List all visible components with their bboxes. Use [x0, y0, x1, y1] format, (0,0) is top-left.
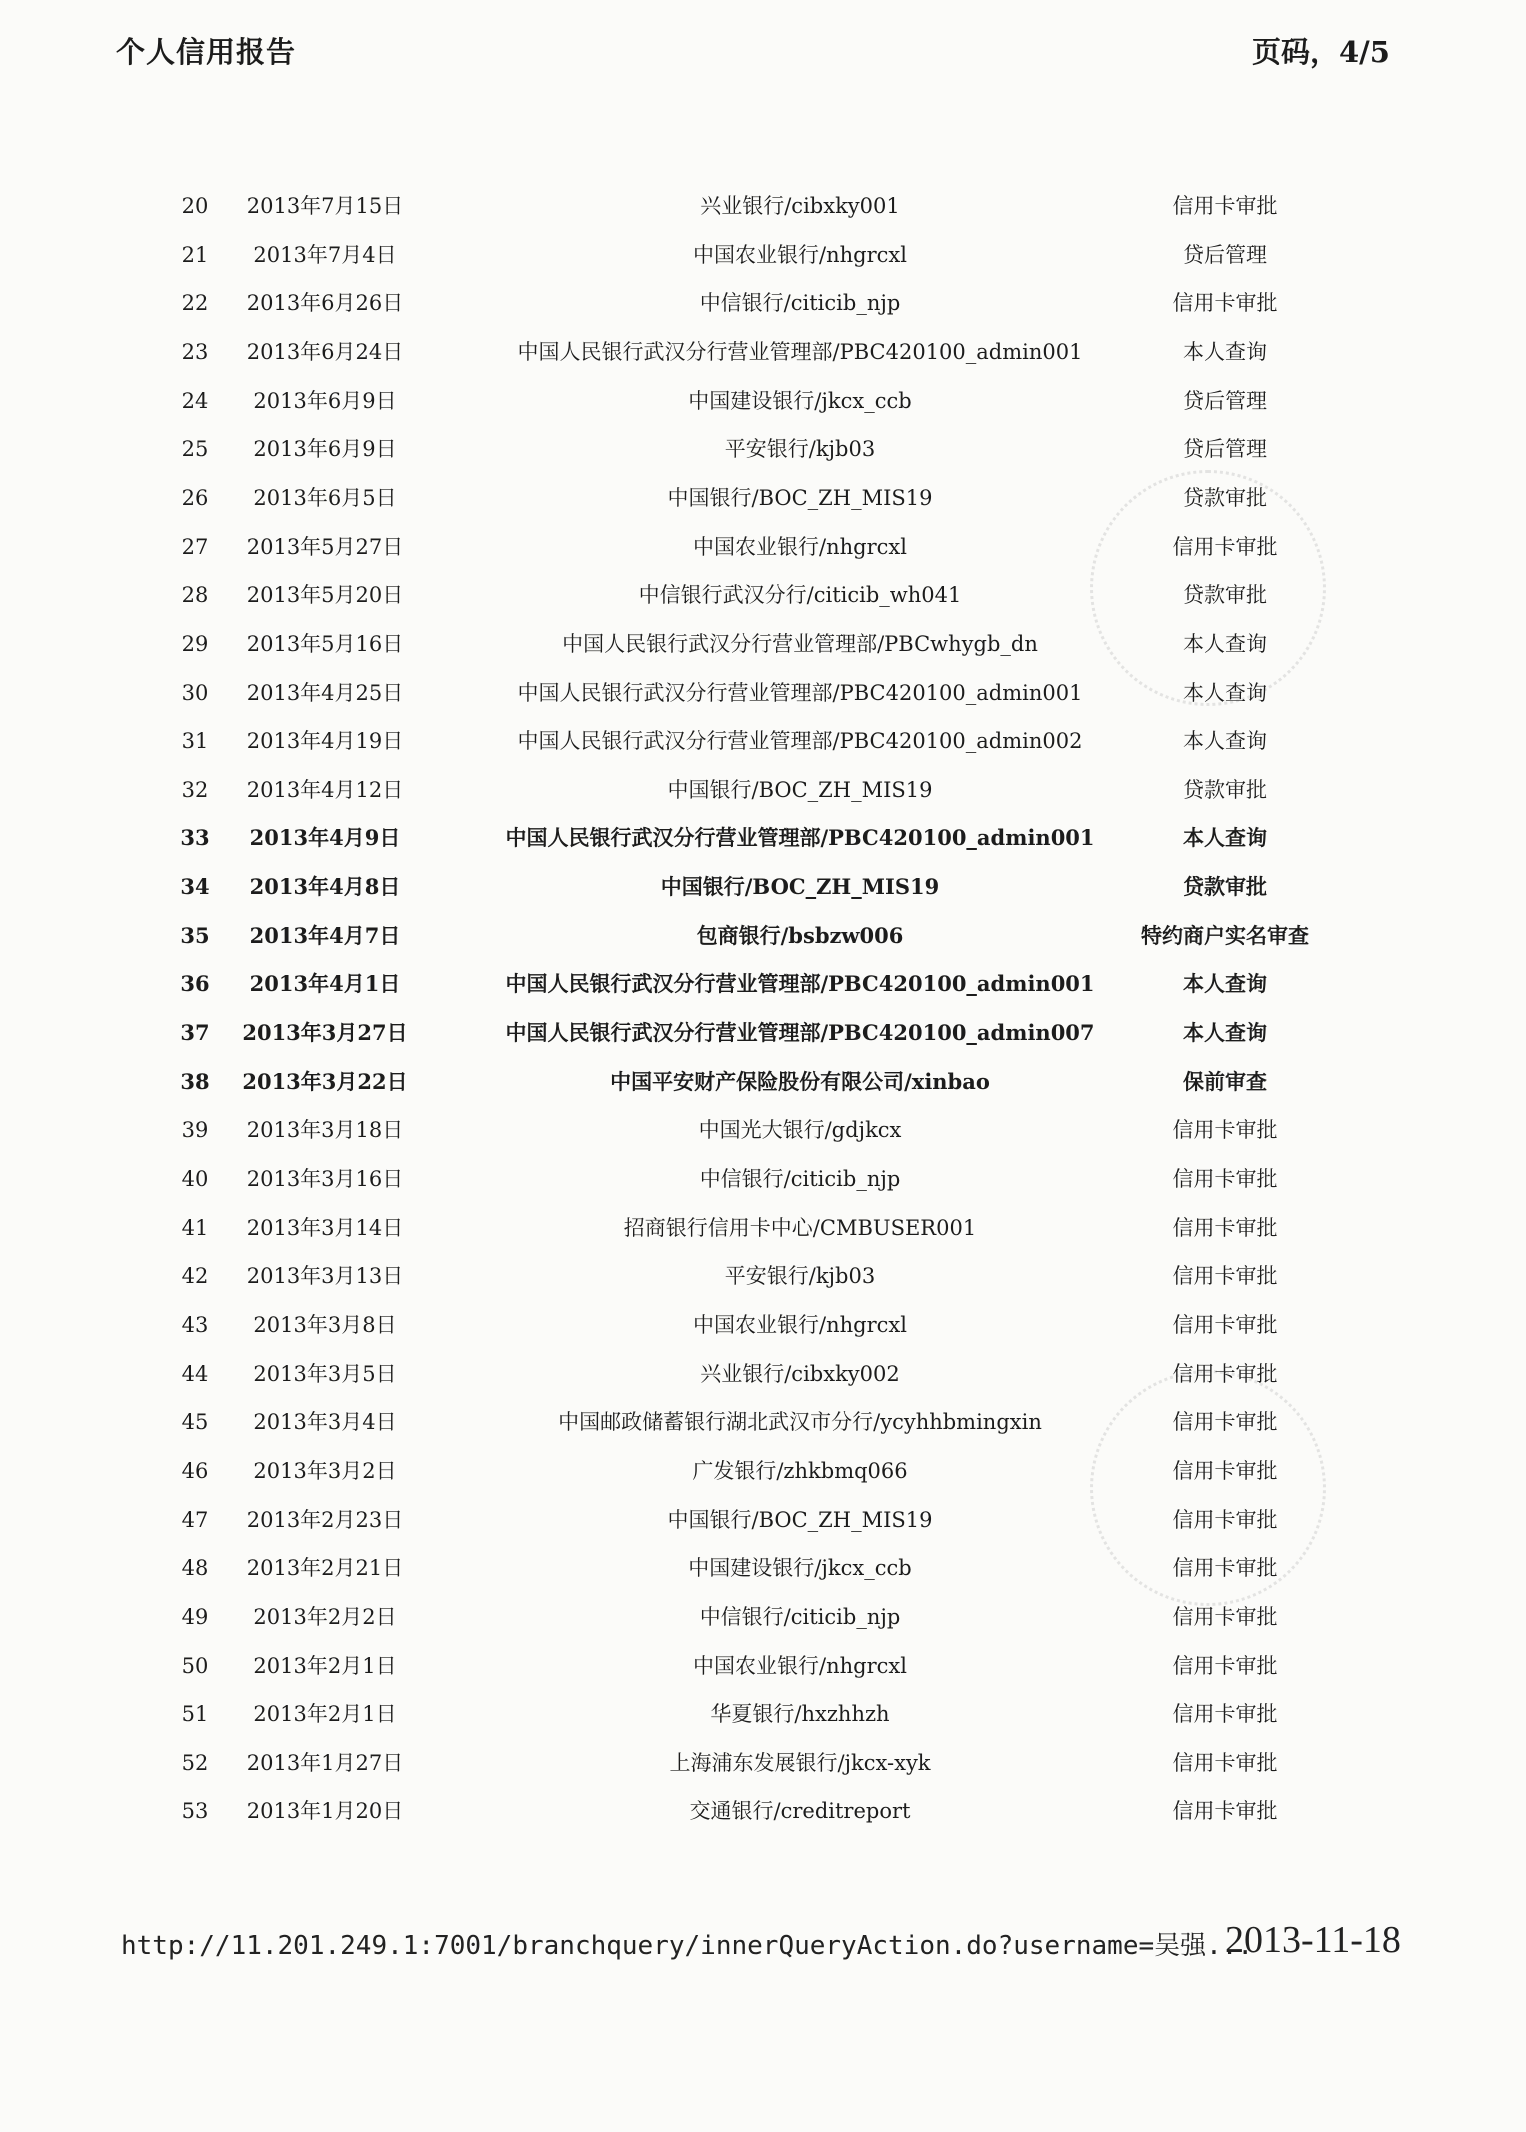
query-reason: 信用卡审批	[1172, 1556, 1278, 1580]
query-date: 2013年2月23日	[246, 1508, 404, 1532]
query-reason: 保前审查	[1183, 1069, 1267, 1094]
table-row	[0, 770, 1526, 810]
query-organization: 交通银行/creditreport	[689, 1799, 911, 1823]
query-organization: 平安银行/kjb03	[724, 1264, 876, 1288]
query-organization: 中国农业银行/nhgrcxl	[693, 1654, 907, 1678]
query-organization: 中国平安财产保险股份有限公司/xinbao	[610, 1069, 990, 1094]
query-date: 2013年6月9日	[253, 437, 397, 461]
row-number: 21	[181, 243, 209, 267]
row-number: 39	[181, 1118, 209, 1142]
row-number: 31	[181, 729, 209, 753]
row-number: 33	[180, 825, 210, 850]
query-reason: 信用卡审批	[1172, 1702, 1278, 1726]
row-number: 34	[180, 874, 210, 899]
query-reason: 信用卡审批	[1172, 1508, 1278, 1532]
query-date: 2013年4月12日	[246, 778, 404, 802]
table-row	[0, 1791, 1526, 1831]
query-reason: 本人查询	[1183, 681, 1267, 705]
table-row	[0, 527, 1526, 567]
row-number: 23	[181, 340, 209, 364]
query-date: 2013年6月26日	[246, 291, 404, 315]
query-date: 2013年3月13日	[246, 1264, 404, 1288]
query-date: 2013年4月19日	[246, 729, 404, 753]
row-number: 30	[181, 681, 209, 705]
query-organization: 华夏银行/hxzhhzh	[710, 1702, 890, 1726]
row-number: 20	[181, 194, 209, 218]
query-reason: 贷款审批	[1183, 778, 1267, 802]
query-organization: 中国人民银行武汉分行营业管理部/PBC420100_admin001	[505, 971, 1095, 996]
row-number: 41	[181, 1216, 209, 1240]
table-row	[0, 235, 1526, 275]
row-number: 24	[181, 389, 209, 413]
row-number: 38	[180, 1069, 210, 1094]
query-organization: 包商银行/bsbzw006	[696, 923, 904, 948]
query-date: 2013年3月5日	[253, 1362, 397, 1386]
row-number: 46	[181, 1459, 209, 1483]
query-organization: 兴业银行/cibxky001	[700, 194, 900, 218]
query-reason: 信用卡审批	[1172, 194, 1278, 218]
table-row	[0, 1013, 1526, 1053]
table-row	[0, 1110, 1526, 1150]
table-row	[0, 575, 1526, 615]
footer-url: http://11.201.249.1:7001/branchquery/innerQueryAction.do?username=吴强...	[121, 1931, 1254, 1961]
table-row	[0, 624, 1526, 664]
query-date: 2013年6月24日	[246, 340, 404, 364]
query-reason: 信用卡审批	[1172, 1605, 1278, 1629]
query-organization: 广发银行/zhkbmq066	[692, 1459, 908, 1483]
page-number: 页码，4/5	[1252, 35, 1390, 69]
query-reason: 本人查询	[1183, 825, 1267, 850]
query-reason: 本人查询	[1183, 632, 1267, 656]
query-date: 2013年3月27日	[242, 1020, 408, 1045]
row-number: 44	[181, 1362, 209, 1386]
query-organization: 中国建设银行/jkcx_ccb	[688, 389, 912, 413]
row-number: 22	[181, 291, 209, 315]
query-date: 2013年1月27日	[246, 1751, 404, 1775]
table-row	[0, 1208, 1526, 1248]
query-organization: 中信银行武汉分行/citicib_wh041	[638, 583, 962, 607]
query-organization: 中国银行/BOC_ZH_MIS19	[667, 778, 933, 802]
query-reason: 信用卡审批	[1172, 1216, 1278, 1240]
table-row	[0, 1159, 1526, 1199]
query-organization: 中国邮政储蓄银行湖北武汉市分行/ycyhhbmingxin	[558, 1410, 1042, 1434]
query-reason: 信用卡审批	[1172, 1313, 1278, 1337]
query-date: 2013年4月9日	[249, 825, 401, 850]
row-number: 40	[181, 1167, 209, 1191]
table-row	[0, 1256, 1526, 1296]
query-date: 2013年4月7日	[249, 923, 401, 948]
query-reason: 贷款审批	[1183, 874, 1267, 899]
query-date: 2013年2月1日	[253, 1654, 397, 1678]
query-reason: 本人查询	[1183, 340, 1267, 364]
query-reason: 贷后管理	[1183, 389, 1267, 413]
query-organization: 中信银行/citicib_njp	[699, 291, 901, 315]
query-date: 2013年3月16日	[246, 1167, 404, 1191]
table-row	[0, 867, 1526, 907]
query-organization: 中国人民银行武汉分行营业管理部/PBC420100_admin001	[517, 340, 1083, 364]
query-date: 2013年3月2日	[253, 1459, 397, 1483]
query-reason: 信用卡审批	[1172, 1799, 1278, 1823]
row-number: 25	[181, 437, 209, 461]
query-organization: 中国建设银行/jkcx_ccb	[688, 1556, 912, 1580]
query-organization: 中信银行/citicib_njp	[699, 1605, 901, 1629]
query-date: 2013年3月18日	[246, 1118, 404, 1142]
query-organization: 平安银行/kjb03	[724, 437, 876, 461]
query-date: 2013年4月25日	[246, 681, 404, 705]
table-row	[0, 1743, 1526, 1783]
query-date: 2013年2月2日	[253, 1605, 397, 1629]
query-date: 2013年5月16日	[246, 632, 404, 656]
row-number: 27	[181, 535, 209, 559]
query-organization: 中国人民银行武汉分行营业管理部/PBC420100_admin007	[505, 1020, 1095, 1045]
row-number: 53	[181, 1799, 209, 1823]
row-number: 45	[181, 1410, 209, 1434]
query-organization: 中国银行/BOC_ZH_MIS19	[667, 486, 933, 510]
query-organization: 中国银行/BOC_ZH_MIS19	[667, 1508, 933, 1532]
query-organization: 中国农业银行/nhgrcxl	[693, 243, 907, 267]
query-organization: 中信银行/citicib_njp	[699, 1167, 901, 1191]
table-row	[0, 916, 1526, 956]
query-date: 2013年2月21日	[246, 1556, 404, 1580]
table-row	[0, 1694, 1526, 1734]
query-date: 2013年4月1日	[249, 971, 401, 996]
row-number: 29	[181, 632, 209, 656]
table-row	[0, 381, 1526, 421]
query-date: 2013年7月15日	[246, 194, 404, 218]
query-organization: 中国农业银行/nhgrcxl	[693, 535, 907, 559]
row-number: 48	[181, 1556, 209, 1580]
row-number: 35	[180, 923, 210, 948]
query-date: 2013年3月4日	[253, 1410, 397, 1434]
query-reason: 信用卡审批	[1172, 291, 1278, 315]
table-row	[0, 1500, 1526, 1540]
row-number: 50	[181, 1654, 209, 1678]
query-date: 2013年7月4日	[253, 243, 397, 267]
row-number: 36	[180, 971, 210, 996]
query-organization: 中国光大银行/gdjkcx	[698, 1118, 902, 1142]
row-number: 47	[181, 1508, 209, 1532]
table-row	[0, 1354, 1526, 1394]
row-number: 49	[181, 1605, 209, 1629]
query-organization: 上海浦东发展银行/jkcx-xyk	[669, 1751, 931, 1775]
query-date: 2013年6月5日	[253, 486, 397, 510]
row-number: 28	[181, 583, 209, 607]
query-reason: 本人查询	[1183, 1020, 1267, 1045]
table-row	[0, 1597, 1526, 1637]
query-reason: 信用卡审批	[1172, 1751, 1278, 1775]
table-row	[0, 673, 1526, 713]
query-reason: 信用卡审批	[1172, 1654, 1278, 1678]
query-organization: 中国人民银行武汉分行营业管理部/PBC420100_admin001	[505, 825, 1095, 850]
query-date: 2013年3月22日	[242, 1069, 408, 1094]
query-reason: 贷后管理	[1183, 437, 1267, 461]
query-organization: 兴业银行/cibxky002	[700, 1362, 900, 1386]
query-date: 2013年3月14日	[246, 1216, 404, 1240]
table-row	[0, 1451, 1526, 1491]
query-reason: 本人查询	[1183, 729, 1267, 753]
table-row	[0, 478, 1526, 518]
query-reason: 本人查询	[1183, 971, 1267, 996]
table-row	[0, 429, 1526, 469]
table-row	[0, 1062, 1526, 1102]
query-reason: 信用卡审批	[1172, 1362, 1278, 1386]
query-reason: 贷款审批	[1183, 486, 1267, 510]
query-date: 2013年1月20日	[246, 1799, 404, 1823]
query-date: 2013年5月20日	[246, 583, 404, 607]
row-number: 37	[180, 1020, 210, 1045]
query-organization: 中国人民银行武汉分行营业管理部/PBC420100_admin002	[517, 729, 1083, 753]
query-reason: 贷款审批	[1183, 583, 1267, 607]
row-number: 32	[181, 778, 209, 802]
table-row	[0, 964, 1526, 1004]
table-row	[0, 1646, 1526, 1686]
query-reason: 特约商户实名审查	[1141, 923, 1309, 948]
query-reason: 信用卡审批	[1172, 1410, 1278, 1434]
footer-date: 2013-11-18	[1225, 1919, 1401, 1961]
query-organization: 招商银行信用卡中心/CMBUSER001	[623, 1216, 977, 1240]
report-title: 个人信用报告	[116, 35, 297, 69]
query-organization: 中国银行/BOC_ZH_MIS19	[660, 874, 940, 899]
table-row	[0, 332, 1526, 372]
query-organization: 中国人民银行武汉分行营业管理部/PBCwhygb_dn	[562, 632, 1038, 656]
table-row	[0, 721, 1526, 761]
query-organization: 中国人民银行武汉分行营业管理部/PBC420100_admin001	[517, 681, 1083, 705]
row-number: 51	[181, 1702, 209, 1726]
query-reason: 贷后管理	[1183, 243, 1267, 267]
query-reason: 信用卡审批	[1172, 1118, 1278, 1142]
row-number: 42	[181, 1264, 209, 1288]
table-row	[0, 1548, 1526, 1588]
query-organization: 中国农业银行/nhgrcxl	[693, 1313, 907, 1337]
query-date: 2013年4月8日	[249, 874, 401, 899]
table-row	[0, 283, 1526, 323]
query-reason: 信用卡审批	[1172, 1167, 1278, 1191]
query-date: 2013年5月27日	[246, 535, 404, 559]
row-number: 52	[181, 1751, 209, 1775]
row-number: 43	[181, 1313, 209, 1337]
query-date: 2013年6月9日	[253, 389, 397, 413]
query-date: 2013年2月1日	[253, 1702, 397, 1726]
query-reason: 信用卡审批	[1172, 1459, 1278, 1483]
query-reason: 信用卡审批	[1172, 535, 1278, 559]
table-row	[0, 1305, 1526, 1345]
table-row	[0, 1402, 1526, 1442]
table-row	[0, 186, 1526, 226]
query-date: 2013年3月8日	[253, 1313, 397, 1337]
row-number: 26	[181, 486, 209, 510]
table-row	[0, 818, 1526, 858]
query-reason: 信用卡审批	[1172, 1264, 1278, 1288]
